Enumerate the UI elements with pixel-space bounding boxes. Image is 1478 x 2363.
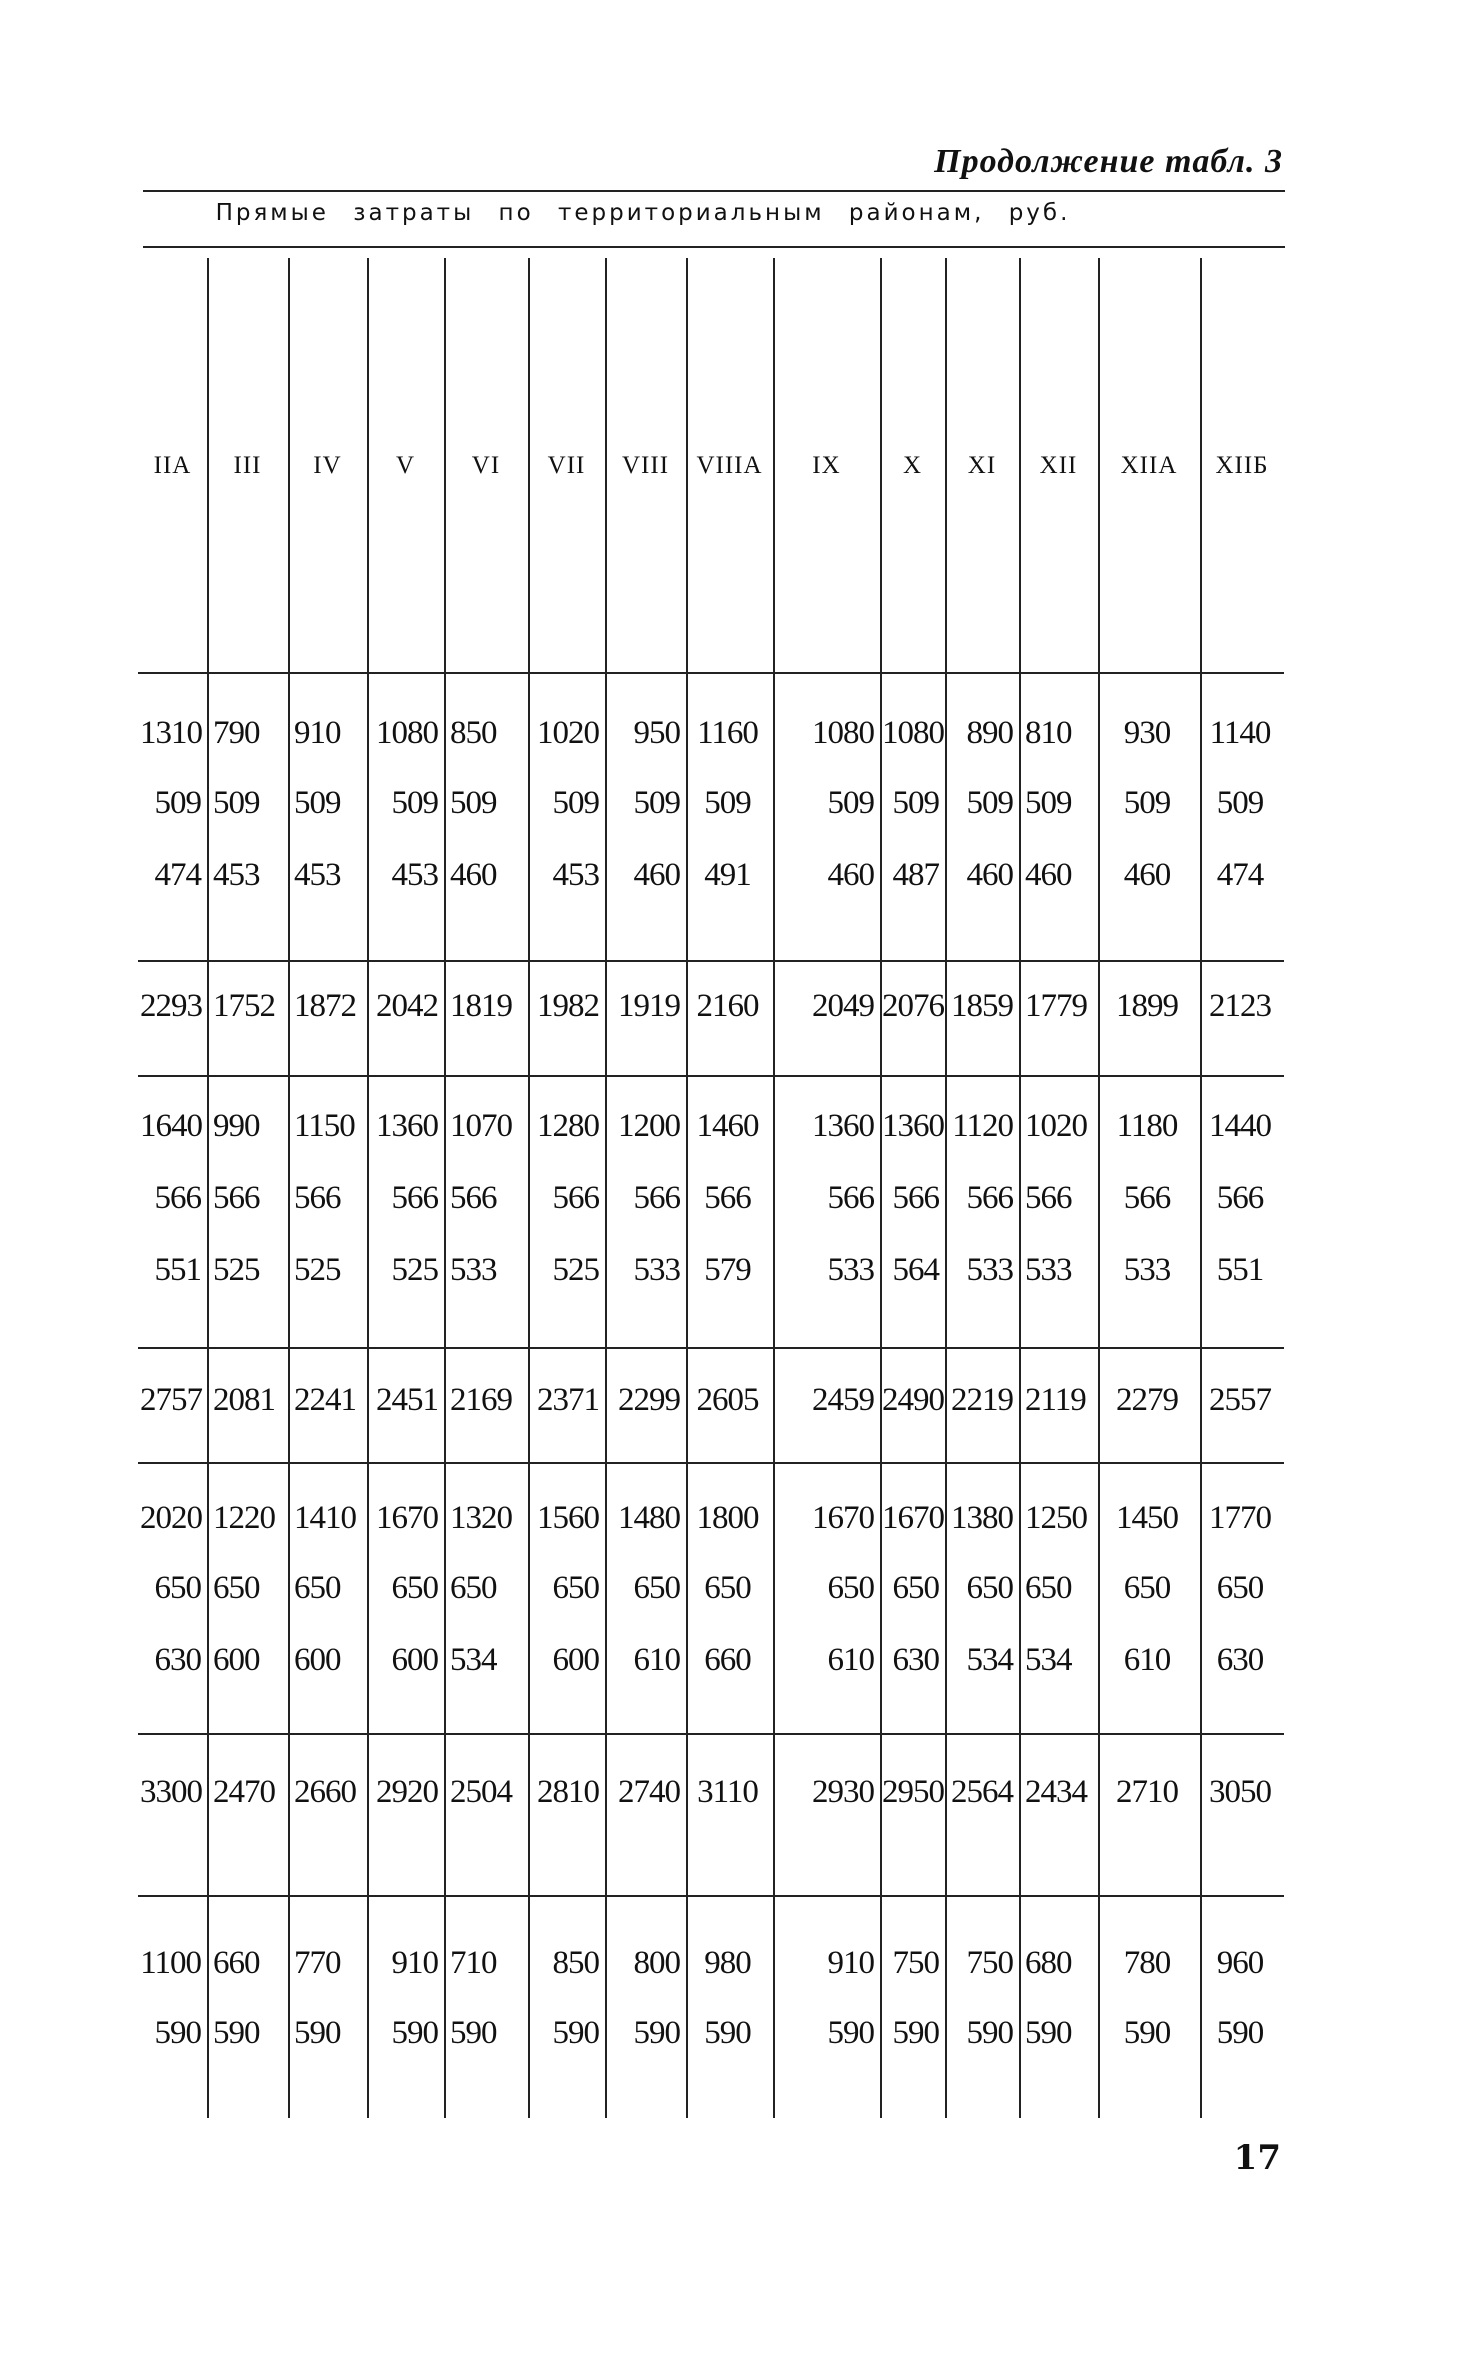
table-cell: 1360	[376, 1108, 438, 1144]
table-cell: 566	[552, 1180, 599, 1216]
table-cell: 750	[966, 1945, 1013, 1981]
table-cell: 650	[450, 1570, 497, 1606]
table-cell: 474	[154, 857, 201, 893]
table-cell: 525	[391, 1252, 438, 1288]
table-cell: 460	[827, 857, 874, 893]
table-cell: 1480	[618, 1500, 680, 1536]
column-header: IX	[812, 452, 841, 479]
table-cell: 1160	[697, 715, 758, 751]
column-header: XIIБ	[1215, 452, 1269, 479]
table-cell: 2660	[294, 1774, 356, 1810]
table-cell: 551	[1216, 1252, 1264, 1288]
column-header: IV	[313, 452, 342, 479]
table-cell: 3110	[697, 1774, 758, 1810]
table-cell: 650	[704, 1570, 751, 1606]
table-cell: 453	[391, 857, 438, 893]
table-cell: 2241	[294, 1382, 356, 1418]
table-cell: 590	[827, 2015, 874, 2051]
row-group-rule	[138, 1462, 1284, 1464]
table-cell: 650	[1216, 1570, 1264, 1606]
table-cell: 453	[294, 857, 341, 893]
table-cell: 610	[1123, 1642, 1171, 1678]
column-header: VII	[547, 452, 586, 479]
table-cell: 590	[1216, 2015, 1264, 2051]
table-cell: 453	[552, 857, 599, 893]
table-cell: 610	[827, 1642, 874, 1678]
table-cell: 579	[704, 1252, 751, 1288]
table-cell: 534	[1025, 1642, 1072, 1678]
table-cell: 1899	[1116, 988, 1178, 1024]
column-header: XIIA	[1120, 452, 1178, 479]
table-cell: 600	[294, 1642, 341, 1678]
table-cell: 1320	[450, 1500, 512, 1536]
table-cell: 566	[1216, 1180, 1264, 1216]
table-cell: 566	[391, 1180, 438, 1216]
column-header: IIA	[153, 452, 192, 479]
table-cell: 1859	[951, 988, 1013, 1024]
table-cell: 1982	[537, 988, 599, 1024]
table-cell: 960	[1216, 1945, 1264, 1981]
table-cell: 509	[1123, 785, 1171, 821]
table-cell: 525	[294, 1252, 341, 1288]
table-cell: 710	[450, 1945, 497, 1981]
table-cell: 2490	[882, 1382, 944, 1418]
table-cell: 2557	[1209, 1382, 1271, 1418]
column-header: XII	[1039, 452, 1078, 479]
table-cell: 590	[892, 2015, 939, 2051]
table-cell: 790	[213, 715, 260, 751]
table-cell: 474	[1216, 857, 1264, 893]
table-cell: 509	[154, 785, 201, 821]
column-header: VIIIA	[696, 452, 763, 479]
table-cell: 650	[552, 1570, 599, 1606]
table-cell: 1360	[812, 1108, 874, 1144]
table-cell: 1440	[1209, 1108, 1271, 1144]
table-cell: 491	[704, 857, 751, 893]
table-cell: 590	[704, 2015, 751, 2051]
table-cell: 566	[633, 1180, 680, 1216]
table-cell: 910	[391, 1945, 438, 1981]
table-cell: 533	[633, 1252, 680, 1288]
table-cell: 780	[1123, 1945, 1171, 1981]
table-cell: 1200	[618, 1108, 680, 1144]
table-cell: 1670	[812, 1500, 874, 1536]
table-cell: 600	[552, 1642, 599, 1678]
table-cell: 533	[827, 1252, 874, 1288]
continuation-label: Продолжение табл. 3	[934, 143, 1283, 180]
table-cell: 2076	[882, 988, 944, 1024]
table-cell: 590	[1123, 2015, 1171, 2051]
table-cell: 590	[154, 2015, 201, 2051]
table-cell: 650	[966, 1570, 1013, 1606]
table-cell: 525	[213, 1252, 260, 1288]
table-cell: 460	[450, 857, 497, 893]
table-cell: 1220	[213, 1500, 275, 1536]
row-group-rule	[138, 1075, 1284, 1077]
table-cell: 1180	[1116, 1108, 1178, 1144]
table-cell: 660	[213, 1945, 260, 1981]
row-group-rule	[138, 1347, 1284, 1349]
table-cell: 1770	[1209, 1500, 1271, 1536]
table-cell: 630	[892, 1642, 939, 1678]
column-header: VI	[471, 452, 501, 479]
table-cell: 590	[294, 2015, 341, 2051]
table-cell: 2434	[1025, 1774, 1087, 1810]
column-header: III	[233, 452, 262, 479]
column-header: XI	[967, 452, 997, 479]
table-cell: 1560	[537, 1500, 599, 1536]
table-cell: 590	[966, 2015, 1013, 2051]
table-cell: 3300	[140, 1774, 202, 1810]
table-cell: 1310	[140, 715, 202, 751]
table-cell: 610	[633, 1642, 680, 1678]
table-cell: 590	[450, 2015, 497, 2051]
table-cell: 2504	[450, 1774, 512, 1810]
table-cell: 566	[213, 1180, 260, 1216]
table-cell: 566	[154, 1180, 201, 1216]
table-cell: 630	[1216, 1642, 1264, 1678]
table-cell: 930	[1123, 715, 1171, 751]
table-cell: 2710	[1116, 1774, 1178, 1810]
table-cell: 509	[391, 785, 438, 821]
table-cell: 509	[633, 785, 680, 821]
page-number: 17	[1233, 2138, 1281, 2178]
table-cell: 2293	[140, 988, 202, 1024]
column-header: X	[902, 452, 923, 479]
table-cell: 2020	[140, 1500, 202, 1536]
table-cell: 566	[827, 1180, 874, 1216]
row-group-rule	[138, 1733, 1284, 1735]
table-cell: 2564	[951, 1774, 1013, 1810]
table-cell: 2279	[1116, 1382, 1178, 1418]
table-cell: 566	[1123, 1180, 1171, 1216]
table-cell: 566	[450, 1180, 497, 1216]
table-cell: 525	[552, 1252, 599, 1288]
table-cell: 2081	[213, 1382, 275, 1418]
table-cell: 487	[892, 857, 939, 893]
table-cell: 1250	[1025, 1500, 1087, 1536]
table-cell: 1919	[618, 988, 680, 1024]
table-cell: 509	[294, 785, 341, 821]
table-cell: 566	[1025, 1180, 1072, 1216]
caption-top-rule	[143, 190, 1285, 192]
table-cell: 1800	[696, 1500, 759, 1536]
table-cell: 566	[704, 1180, 751, 1216]
table-cell: 1670	[376, 1500, 438, 1536]
table-cell: 1450	[1116, 1500, 1178, 1536]
table-cell: 533	[966, 1252, 1013, 1288]
column-header: VIII	[621, 452, 670, 479]
table-cell: 1150	[294, 1108, 355, 1144]
table-cell: 1380	[951, 1500, 1013, 1536]
table-cell: 509	[892, 785, 939, 821]
table-cell: 1779	[1025, 988, 1087, 1024]
table-cell: 750	[892, 1945, 939, 1981]
row-group-rule	[138, 672, 1284, 674]
table-cell: 566	[892, 1180, 939, 1216]
table-cell: 1280	[537, 1108, 599, 1144]
table-cell: 650	[892, 1570, 939, 1606]
table-cell: 2950	[882, 1774, 944, 1810]
table-cell: 460	[1123, 857, 1171, 893]
table-cell: 533	[450, 1252, 497, 1288]
table-cell: 950	[633, 715, 680, 751]
table-cell: 1819	[450, 988, 512, 1024]
table-cell: 590	[552, 2015, 599, 2051]
table-cell: 2810	[537, 1774, 599, 1810]
table-cell: 533	[1123, 1252, 1171, 1288]
row-group-rule	[138, 960, 1284, 962]
table-cell: 650	[294, 1570, 341, 1606]
table-cell: 1120	[952, 1108, 1013, 1144]
table-cell: 509	[1216, 785, 1264, 821]
table-cell: 800	[633, 1945, 680, 1981]
table-cell: 590	[213, 2015, 260, 2051]
table-cell: 2219	[951, 1382, 1013, 1418]
table-cell: 2470	[213, 1774, 275, 1810]
table-cell: 650	[827, 1570, 874, 1606]
table-cell: 533	[1025, 1252, 1072, 1288]
table-cell: 509	[213, 785, 260, 821]
table-cell: 1360	[882, 1108, 944, 1144]
table-cell: 1020	[537, 715, 599, 751]
table-cell: 770	[294, 1945, 341, 1981]
table-cell: 680	[1025, 1945, 1072, 1981]
table-cell: 509	[966, 785, 1013, 821]
table-cell: 509	[450, 785, 497, 821]
table-cell: 2042	[376, 988, 438, 1024]
table-cell: 509	[1025, 785, 1072, 821]
table-cell: 910	[294, 715, 341, 751]
table-cell: 650	[1025, 1570, 1072, 1606]
table-cell: 590	[1025, 2015, 1072, 2051]
table-cell: 850	[552, 1945, 599, 1981]
table-cell: 1670	[882, 1500, 944, 1536]
table-cell: 564	[892, 1252, 939, 1288]
table-cell: 1640	[140, 1108, 202, 1144]
table-cell: 2169	[450, 1382, 512, 1418]
table-cell: 2459	[812, 1382, 874, 1418]
table-cell: 551	[154, 1252, 201, 1288]
table-cell: 534	[966, 1642, 1013, 1678]
table-cell: 1460	[696, 1108, 759, 1144]
table-cell: 2757	[140, 1382, 202, 1418]
table-cell: 810	[1025, 715, 1072, 751]
table-cell: 630	[154, 1642, 201, 1678]
table-cell: 2740	[618, 1774, 680, 1810]
table-cell: 590	[633, 2015, 680, 2051]
table-cell: 534	[450, 1642, 497, 1678]
table-cell: 2920	[376, 1774, 438, 1810]
table-cell: 1872	[294, 988, 356, 1024]
caption-bottom-rule	[143, 246, 1285, 248]
table-caption: Прямые затраты по территориальным районам, руб.	[215, 200, 1071, 226]
table-cell: 1752	[213, 988, 275, 1024]
table-cell: 1070	[450, 1108, 512, 1144]
table-cell: 990	[213, 1108, 260, 1144]
table-cell: 1080	[376, 715, 438, 751]
table-cell: 910	[827, 1945, 874, 1981]
table-cell: 3050	[1209, 1774, 1271, 1810]
table-cell: 2930	[812, 1774, 874, 1810]
table-cell: 460	[966, 857, 1013, 893]
table-cell: 660	[704, 1642, 751, 1678]
table-cell: 509	[704, 785, 751, 821]
table-cell: 509	[552, 785, 599, 821]
table-cell: 453	[213, 857, 260, 893]
table-cell: 1020	[1025, 1108, 1087, 1144]
table-cell: 1100	[140, 1945, 201, 1981]
table-cell: 460	[633, 857, 680, 893]
table-cell: 1140	[1209, 715, 1271, 751]
table-cell: 650	[1123, 1570, 1171, 1606]
table-cell: 2049	[812, 988, 874, 1024]
table-cell: 1080	[882, 715, 944, 751]
table-cell: 2160	[696, 988, 759, 1024]
table-cell: 1410	[294, 1500, 356, 1536]
table-cell: 2119	[1025, 1382, 1086, 1418]
table-cell: 2299	[618, 1382, 680, 1418]
table-cell: 590	[391, 2015, 438, 2051]
table-cell: 890	[966, 715, 1013, 751]
row-group-rule	[138, 1895, 1284, 1897]
table-cell: 600	[391, 1642, 438, 1678]
table-cell: 2371	[537, 1382, 599, 1418]
table-cell: 650	[633, 1570, 680, 1606]
table-cell: 460	[1025, 857, 1072, 893]
table-cell: 566	[966, 1180, 1013, 1216]
table-cell: 650	[391, 1570, 438, 1606]
table-cell: 980	[704, 1945, 751, 1981]
table-cell: 650	[213, 1570, 260, 1606]
table-cell: 600	[213, 1642, 260, 1678]
column-header: V	[395, 452, 416, 479]
table-cell: 2451	[376, 1382, 438, 1418]
table-cell: 2605	[696, 1382, 759, 1418]
table-cell: 1080	[812, 715, 874, 751]
table-cell: 850	[450, 715, 497, 751]
table-cell: 566	[294, 1180, 341, 1216]
table-cell: 2123	[1209, 988, 1271, 1024]
table-cell: 650	[154, 1570, 201, 1606]
table-cell: 509	[827, 785, 874, 821]
